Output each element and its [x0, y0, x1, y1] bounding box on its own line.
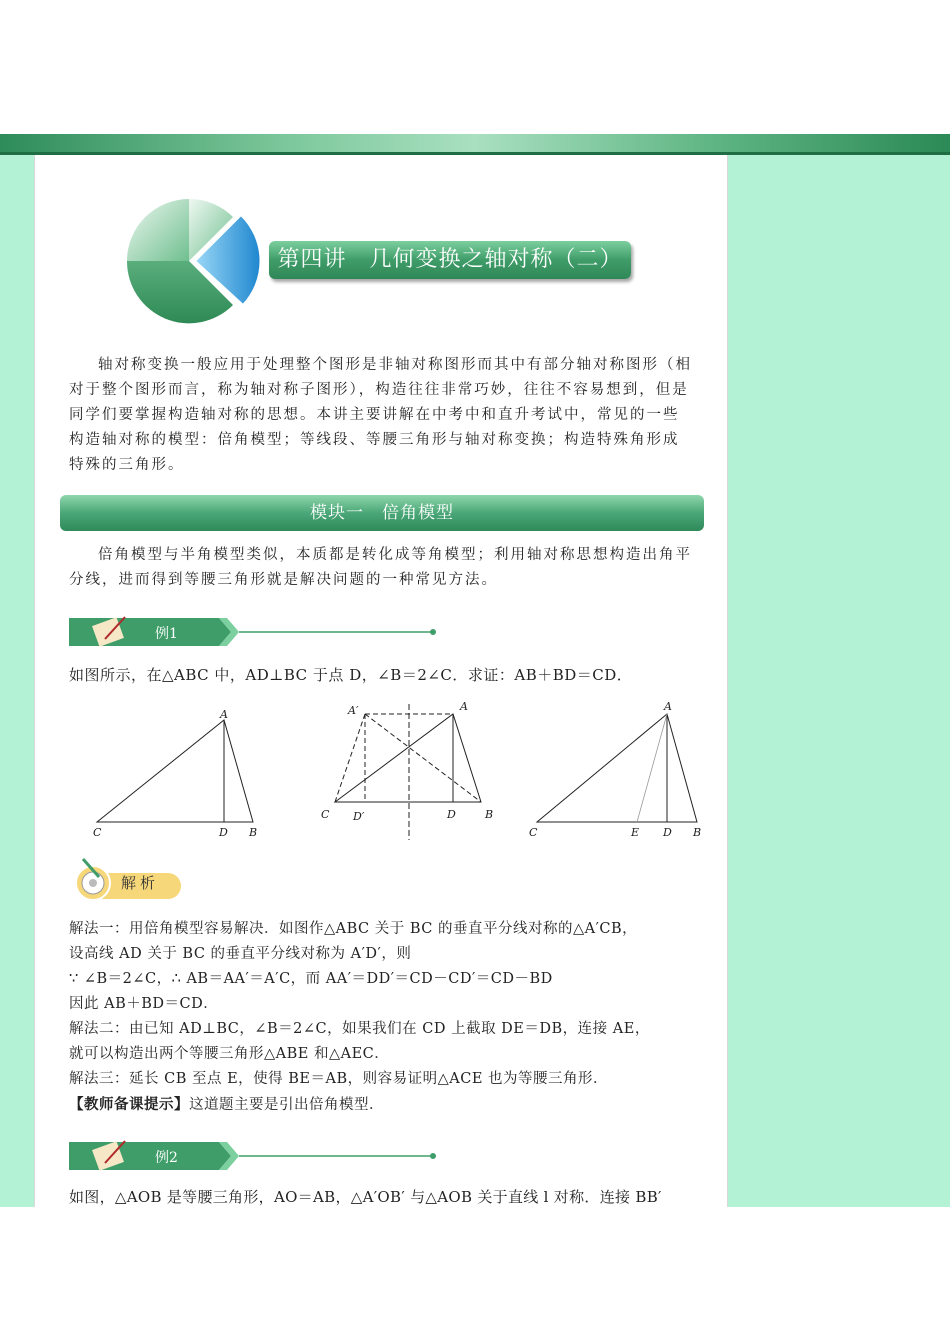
fig2-label-A: A [460, 700, 468, 713]
example-2-label: 例2 [155, 1150, 178, 1166]
example-1-figures [69, 700, 702, 850]
solution-line-6: 就可以构造出两个等腰三角形△ABE 和△AEC． [69, 1046, 390, 1062]
module-intro: 倍角模型与半角模型类似，本质都是转化成等角模型；利用轴对称思想构造出角平分线，进而得到等腰三角形就是解决问题的一种常见方法。 [69, 547, 692, 588]
example-2-problem: 如图，△AOB 是等腰三角形，AO＝AB，△A′OB′ 与△AOB 关于直线 l 对称．连接 BB′ [69, 1188, 662, 1206]
figure-3 [529, 700, 701, 839]
example-1-problem: 如图所示，在△ABC 中，AD⊥BC 于点 D，∠B＝2∠C．求证：AB＋BD＝CD． [69, 666, 633, 684]
example-tag-ribbon [69, 1139, 439, 1173]
example-tag-ribbon [69, 615, 439, 649]
fig2-label-C: C [321, 808, 330, 821]
page [34, 155, 728, 1207]
fig3-label-D: D [663, 826, 672, 839]
figure-2 [321, 700, 493, 840]
figure-1 [93, 708, 257, 839]
analysis-tag [69, 855, 189, 905]
teacher-tip [69, 1092, 709, 1118]
example-1-label: 例1 [155, 626, 178, 642]
example-1-tag [69, 615, 439, 649]
solution-line-3: ∵ ∠B＝2∠C，∴ AB＝AA′＝A′C，而 AA′＝DD′＝CD－CD′＝CD－BD [69, 971, 553, 987]
fig3-label-A: A [664, 700, 672, 713]
fig3-label-C: C [529, 826, 538, 839]
solution-line-2: 设高线 AD 关于 BC 的垂直平分线对称为 A′D′，则 [69, 946, 412, 962]
page-margin-left [0, 155, 34, 1207]
page-margin-right [726, 155, 950, 1207]
fig2-label-D: D [447, 808, 456, 821]
intro-paragraph: 轴对称变换一般应用于处理整个图形是非轴对称图形而其中有部分轴对称图形（相对于整个图形而言，称为轴对称子图形），构造往往非常巧妙，往往不容易想到，但是同学们要掌握构造轴对称的思想。本讲主要讲解在中考中和直升考试中，常见的一些构造轴对称的模型：倍角模型；等线段、等腰三角形与轴对称变换；构造特殊角形成特殊的三角形。 [69, 357, 692, 473]
solution-line-5: 解法二：由已知 AD⊥BC，∠B＝2∠C，如果我们在 CD 上截取 DE＝DB，连接 AE， [69, 1021, 650, 1037]
analysis-label: 解析 [121, 874, 160, 892]
fig1-label-A: A [220, 708, 228, 721]
teacher-tip-label: 【教师备课提示】 [69, 1096, 189, 1113]
solution-line-4: 因此 AB＋BD＝CD． [69, 996, 219, 1012]
fig3-label-B: B [693, 826, 702, 839]
fig1-label-D: D [219, 826, 228, 839]
fig2-label-D-prime: D′ [353, 810, 365, 823]
module-title: 模块一 倍角模型 [60, 495, 704, 531]
lecture-title: 第四讲 几何变换之轴对称（二） [269, 241, 631, 279]
solution-line-7: 解法三：延长 CB 至点 E，使得 BE＝AB，则容易证明△ACE 也为等腰三角形． [69, 1071, 609, 1087]
example-2-tag [69, 1139, 439, 1173]
fig2-label-A-prime: A′ [348, 704, 359, 717]
fig1-label-B: B [249, 826, 258, 839]
fig3-label-E: E [631, 826, 640, 839]
fig1-label-C: C [93, 826, 102, 839]
solution-line-1: 解法一：用倍角模型容易解决．如图作△ABC 关于 BC 的垂直平分线对称的△A′CB， [69, 921, 638, 937]
teacher-tip-text: 这道题主要是引出倍角模型． [189, 1097, 384, 1113]
header-band [0, 134, 950, 154]
fig2-label-B: B [485, 808, 494, 821]
lecture-logo [125, 197, 265, 327]
